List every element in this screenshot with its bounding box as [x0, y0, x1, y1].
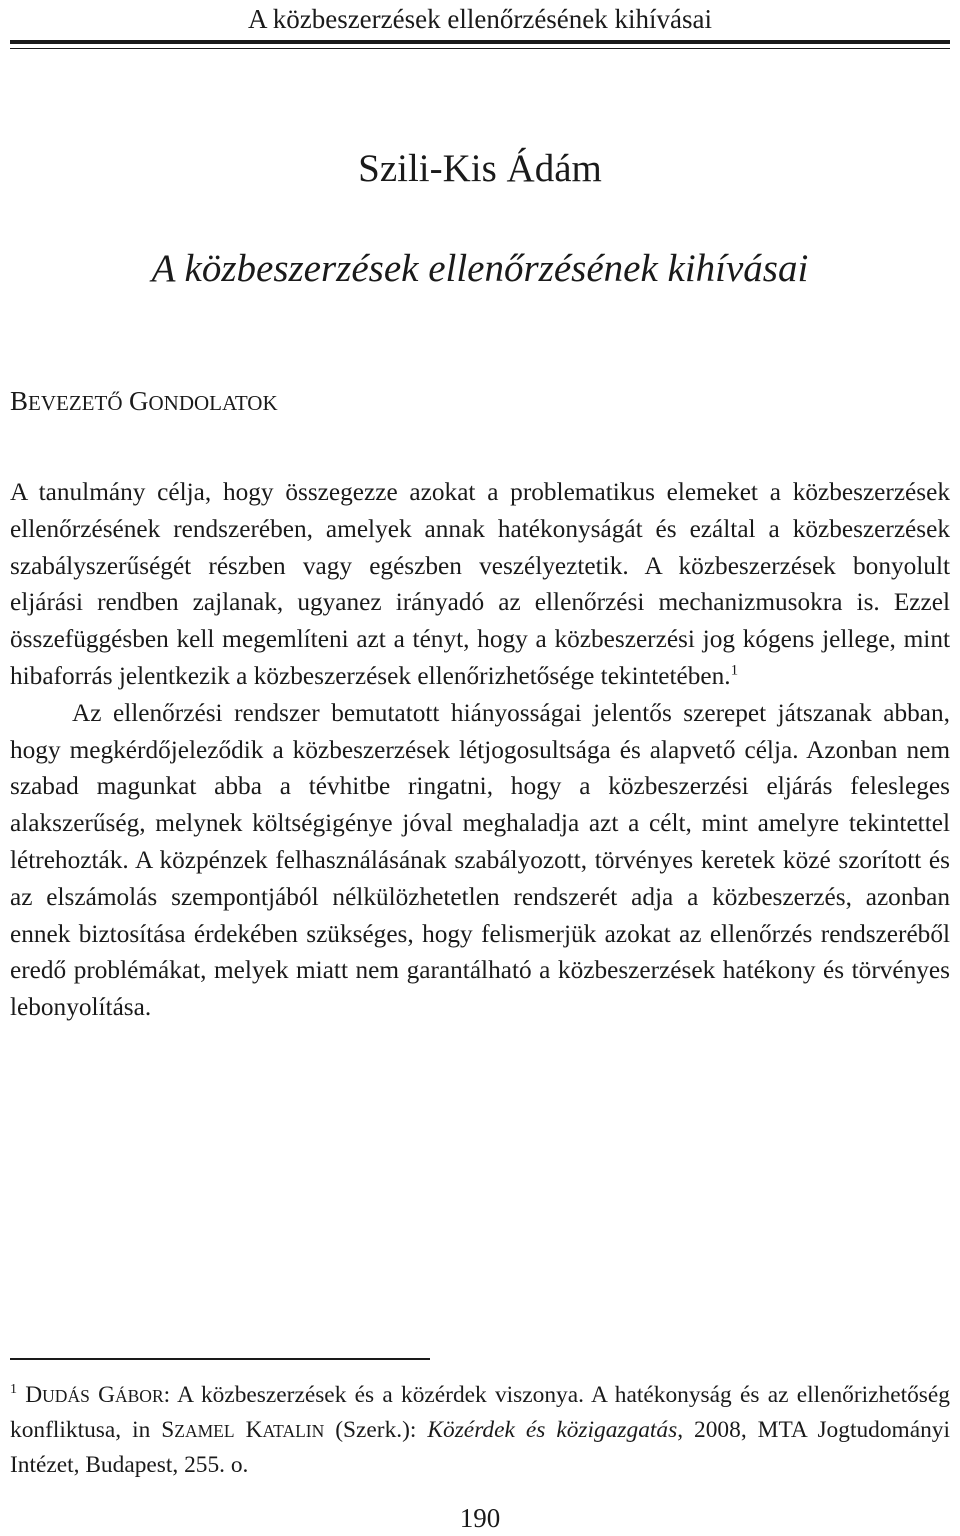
article-title: A közbeszerzések ellenőrzésének kihívásai	[151, 247, 809, 290]
running-head: A közbeszerzések ellenőrzésének kihívásai	[247, 4, 713, 34]
footnote-separator	[10, 1358, 430, 1360]
section-heading-initial-1: B	[10, 386, 29, 416]
footnote-text-3: , 2008, MTA Jogtudományi Intézet, Budapest, 255. o.	[10, 1417, 950, 1478]
body-text	[10, 474, 950, 1026]
page-number: 190	[459, 1503, 501, 1533]
paragraph-1	[10, 474, 950, 695]
paragraph-2: Az ellenőrzési rendszer bemutatott hiányosságai jelentős szerepet játszanak abban, hogy megkérdőjeleződik a közbeszerzések létjogosultsága és alapvető célja. Azonban nem szabad magunkat abba a tévhitbe ringatni, hogy a közbeszerzési eljárás felesleges alakszerűség, melynek költségigénye jóval meghaladja azt a célt, mint amelyre tekintettel létrehozták. A közpénzek felhasználásának szabályozott, törvényes keretek közé szorított és az elszámolás szempontjából nélkülözhetetlen rendszerét adja a közbeszerzés, azonban ennek biztosítása érdekében szükséges, hogy felismerjük azokat az ellenőrzés rendszeréből eredő problémákat, melyek miatt nem garantálható a közbeszerzések hatékony és törvényes lebonyolítása.	[10, 698, 950, 1022]
paragraph-1-text: A tanulmány célja, hogy összegezze azokat a problematikus elemeket a közbeszerzések ellenőrzésének rendszerében, amelyek annak hatékonyságát és ezáltal a közbeszerzések szabályszerűségét részben vagy egészben veszélyeztetik. A közbeszerzések bonyolult eljárási rendben zajlanak, ugyanez irányadó az ellenőrzési mechanizmusokra is. Ezzel összefüggésben kell megemlíteni azt a tényt, hogy a közbeszerzési jog kógens jellege, mint hibaforrás jelentkezik a közbeszerzések ellenőrizhetősége tekintetében.	[10, 478, 950, 690]
footnote-text-2: (Szerk.):	[324, 1417, 428, 1443]
footnote-editor-rest-2: ATALIN	[262, 1421, 325, 1441]
footnote-editor-initial-1: S	[161, 1417, 175, 1443]
section-heading-initial-2: G	[129, 386, 149, 416]
header-rule-thin	[10, 48, 950, 49]
footnote	[10, 1378, 950, 1482]
footnote-book-title: Közérdek és közigazgatás	[427, 1417, 678, 1443]
section-heading-rest-1: EVEZETŐ	[28, 391, 123, 415]
footnote-text-1: A közbeszerzések és a közérdek viszonya. A hatékonyság és az ellenőrizhetőség konfliktusa, in	[10, 1382, 950, 1443]
footnote-editor-rest-1: ZAMEL	[174, 1421, 235, 1441]
footnote-author-initial-2: G	[98, 1382, 115, 1408]
author-name: Szili-Kis Ádám	[358, 147, 602, 190]
footnote-editor-initial-2: K	[245, 1417, 263, 1443]
footnote-author-rest-2: ÁBOR	[115, 1386, 164, 1406]
footnote-colon: :	[163, 1382, 171, 1408]
footnote-reference[interactable]: 1	[730, 662, 739, 679]
footnote-author-initial-1: D	[25, 1382, 43, 1408]
footnote-number: 1	[10, 1382, 17, 1398]
section-heading	[10, 385, 278, 419]
footnote-author-rest-1: UDÁS	[42, 1386, 90, 1406]
header-rule-thick	[10, 40, 950, 44]
section-heading-rest-2: ONDOLATOK	[148, 391, 278, 415]
